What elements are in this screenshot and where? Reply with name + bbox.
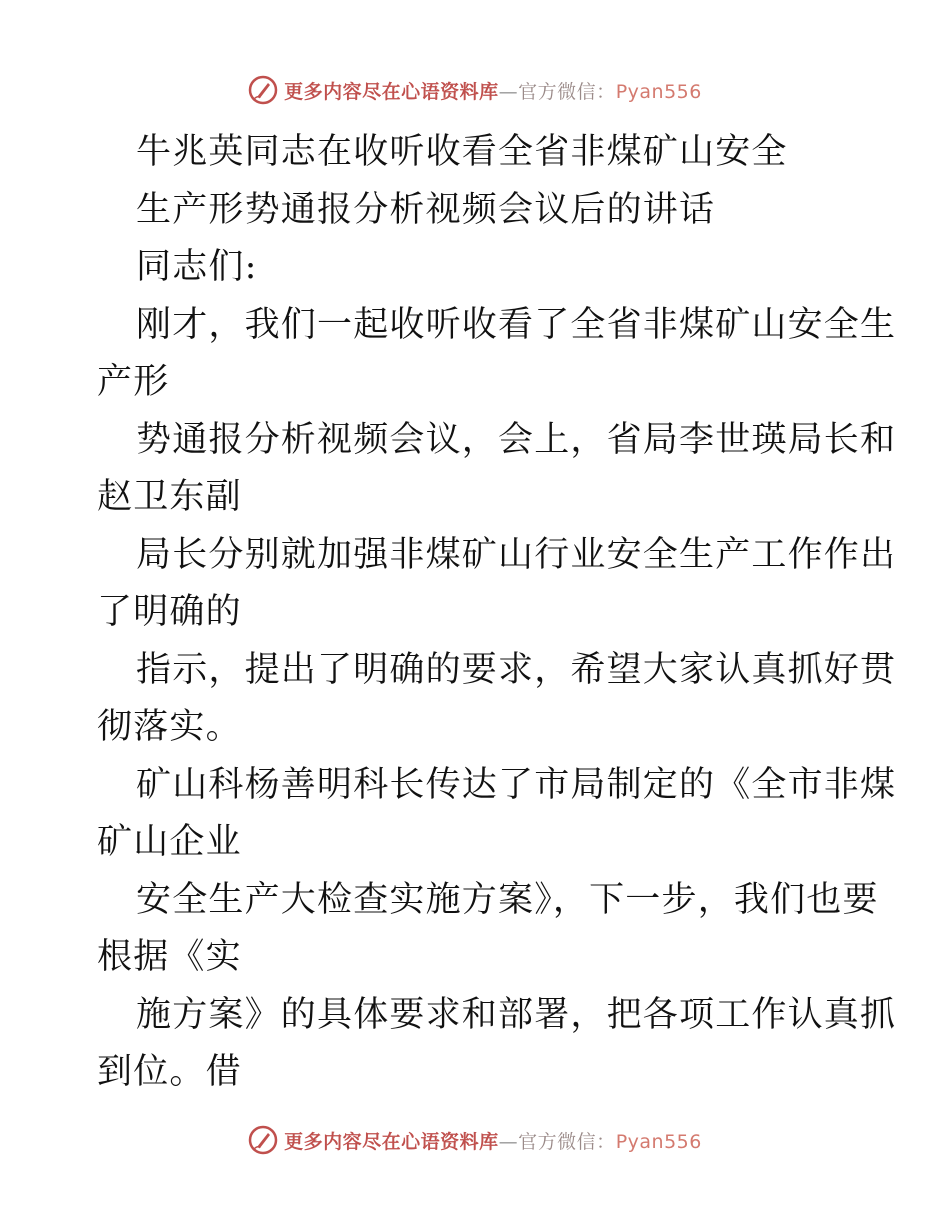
text-line: 到位。借 — [97, 1052, 242, 1092]
text-line: 产形 — [97, 362, 170, 402]
text-line: 矿山科杨善明科长传达了市局制定的《全市非煤 — [136, 764, 897, 805]
text-line: 局长分别就加强非煤矿山行业安全生产工作作出 — [136, 534, 897, 575]
text-line: 刚才，我们一起收听收看了全省非煤矿山安全生 — [136, 304, 897, 345]
watermark-text — [284, 1127, 702, 1154]
text-line: 势通报分析视频会议，会上，省局李世瑛局长和 — [136, 419, 897, 460]
quill-logo-icon — [248, 1125, 278, 1155]
text-line: 同志们: — [136, 247, 258, 287]
text-line: 了明确的 — [97, 592, 242, 632]
quill-logo-icon — [248, 75, 278, 105]
text-line: 牛兆英同志在收听收看全省非煤矿山安全 — [136, 132, 788, 172]
text-line: 矿山企业 — [97, 822, 242, 862]
text-line: 安全生产大检查实施方案》，下一步，我们也要 — [136, 879, 879, 920]
footer-watermark — [0, 1120, 950, 1160]
watermark-code: Pyan556 — [615, 1130, 702, 1153]
text-line: 生产形势通报分析视频会议后的讲话 — [136, 189, 716, 230]
text-line: 赵卫东副 — [97, 477, 242, 517]
watermark-dash: — — [498, 1130, 519, 1153]
text-line: 根据《实 — [97, 937, 242, 977]
watermark-code: Pyan556 — [615, 80, 702, 103]
text-line: 彻落实。 — [97, 707, 242, 747]
watermark-brand: 更多内容尽在心语资料库 — [284, 80, 499, 103]
watermark-dash: — — [498, 80, 519, 103]
watermark-brand: 更多内容尽在心语资料库 — [284, 1130, 499, 1153]
watermark-label: 官方微信： — [518, 80, 616, 103]
document-body — [97, 124, 897, 1102]
watermark-text — [284, 77, 702, 104]
header-watermark — [0, 70, 950, 110]
text-line: 施方案》的具体要求和部署，把各项工作认真抓 — [136, 994, 897, 1035]
watermark-label: 官方微信： — [518, 1130, 616, 1153]
text-line: 指示，提出了明确的要求，希望大家认真抓好贯 — [136, 649, 897, 690]
